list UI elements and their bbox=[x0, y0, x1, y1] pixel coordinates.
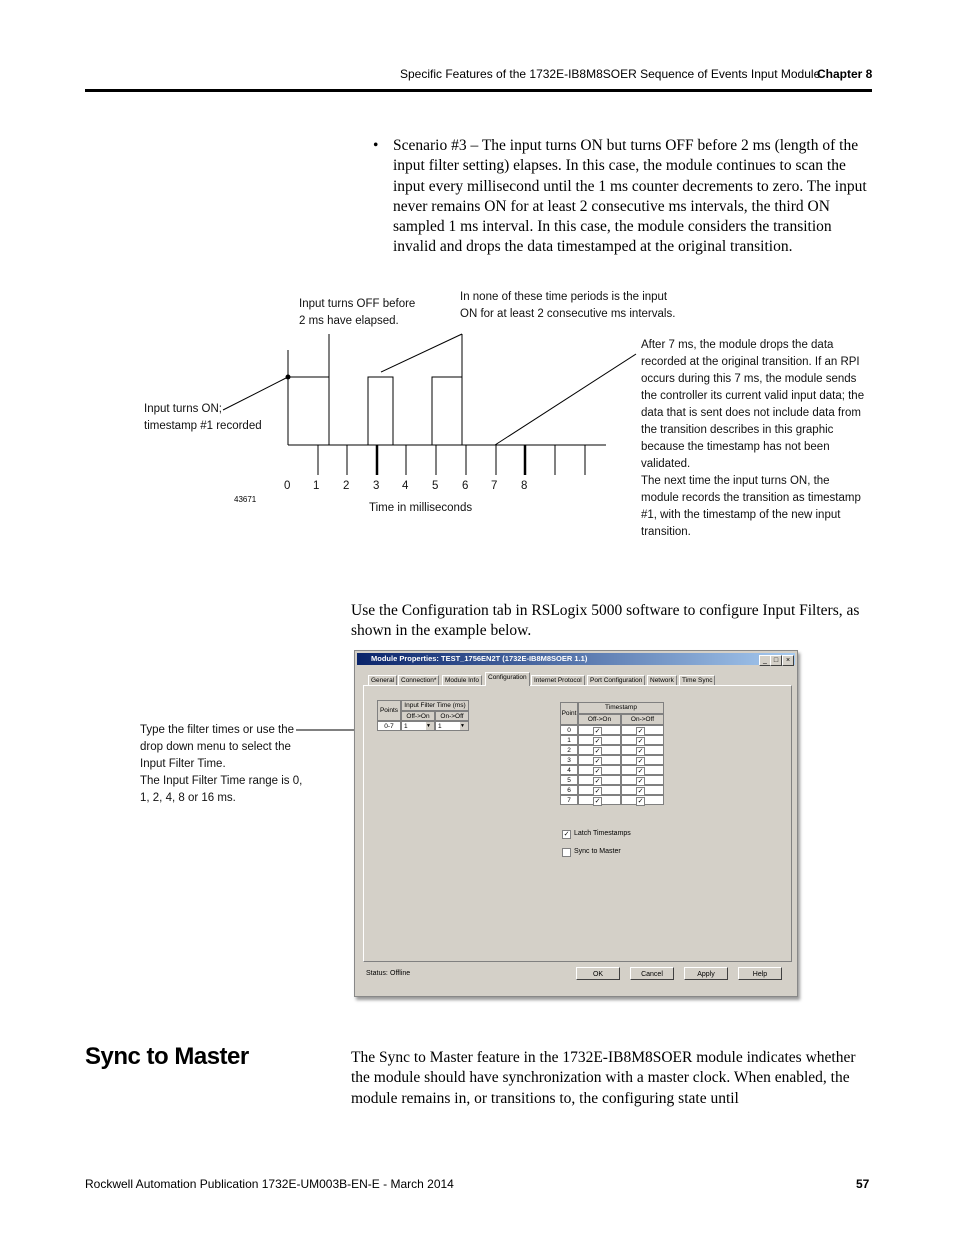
tab-network[interactable]: Network bbox=[647, 675, 677, 686]
timestamp-checkbox[interactable]: ✓ bbox=[594, 798, 601, 805]
ts-point-cell: 6 bbox=[560, 785, 578, 795]
timestamp-checkbox[interactable]: ✓ bbox=[594, 738, 601, 745]
ts-onoff-cell bbox=[621, 775, 664, 785]
ts-offon-cell bbox=[578, 765, 621, 775]
intro-paragraph: Use the Configuration tab in RSLogix 5000 software to configure Input Filters, as shown in the example below. bbox=[351, 602, 860, 640]
ts-onoff-cell bbox=[621, 735, 664, 745]
ts-point-cell: 5 bbox=[560, 775, 578, 785]
callout-input-off: Input turns OFF before 2 ms have elapsed. bbox=[299, 298, 416, 327]
filter-col-offon: Off->On bbox=[401, 711, 435, 721]
timestamp-checkbox[interactable]: ✓ bbox=[594, 778, 601, 785]
chevron-down-icon[interactable]: ▼ bbox=[460, 722, 468, 730]
ts-onoff-cell bbox=[621, 795, 664, 805]
cancel-button[interactable]: Cancel bbox=[630, 967, 674, 980]
chevron-down-icon[interactable]: ▼ bbox=[426, 722, 434, 730]
timestamp-checkbox[interactable]: ✓ bbox=[594, 768, 601, 775]
tick-5: 5 bbox=[432, 480, 439, 492]
section-paragraph: The Sync to Master feature in the 1732E-IB8M8SOER module indicates whether the module should have synchronization with a master clock. When enabled, the module remains in, or transitions to, the configuring state until bbox=[351, 1049, 856, 1107]
tick-7: 7 bbox=[491, 480, 498, 492]
timestamp-checkbox[interactable]: ✓ bbox=[637, 778, 644, 785]
ts-point-cell: 2 bbox=[560, 745, 578, 755]
ts-col-offon bbox=[578, 714, 621, 725]
ts-onoff-cell bbox=[621, 785, 664, 795]
callout-filter: Type the filter times or use the drop down menu to select the Input Filter Time. The Input Filter Time range is 0, 1, 2, 4, 8 or 16 ms. bbox=[140, 724, 303, 804]
points-header: Points bbox=[377, 700, 401, 721]
tick-2: 2 bbox=[343, 480, 350, 492]
bullet-symbol: • bbox=[373, 137, 379, 154]
ts-col-onoff bbox=[621, 714, 664, 725]
tick-0: 0 bbox=[284, 480, 291, 492]
ts-point-cell: 7 bbox=[560, 795, 578, 805]
timestamp-checkbox[interactable]: ✓ bbox=[637, 738, 644, 745]
status-label: Status: bbox=[366, 970, 388, 977]
ts-point-cell: 4 bbox=[560, 765, 578, 775]
filter-onoff-value: 1 bbox=[438, 723, 442, 730]
timestamp-checkbox[interactable]: ✓ bbox=[594, 748, 601, 755]
filter-offon-value: 1 bbox=[404, 723, 408, 730]
ts-point-cell: 3 bbox=[560, 755, 578, 765]
page-number: 57 bbox=[856, 1177, 870, 1191]
apply-button[interactable]: Apply bbox=[684, 967, 728, 980]
ts-offon-cell bbox=[578, 785, 621, 795]
tick-8: 8 bbox=[521, 480, 528, 492]
ts-offon-cell bbox=[578, 775, 621, 785]
timestamp-checkbox[interactable]: ✓ bbox=[637, 788, 644, 795]
ok-button[interactable]: OK bbox=[576, 967, 620, 980]
ts-onoff-cell bbox=[621, 745, 664, 755]
timestamp-checkbox[interactable]: ✓ bbox=[594, 758, 601, 765]
filter-offon-select[interactable] bbox=[401, 721, 435, 731]
ts-col-onoff-label: On->Off bbox=[630, 716, 655, 723]
callout-leader bbox=[0, 0, 420, 740]
ts-onoff-cell bbox=[621, 765, 664, 775]
sync-to-master-label: Sync to Master bbox=[574, 848, 621, 855]
ts-onoff-cell bbox=[621, 725, 664, 735]
latch-timestamps-label: Latch Timestamps bbox=[574, 830, 631, 837]
footer-publication: Rockwell Automation Publication 1732E-UM003B-EN-E - March 2014 bbox=[85, 1177, 454, 1191]
figure-id: 43671 bbox=[234, 495, 257, 504]
filter-row-points: 0-7 bbox=[377, 721, 401, 731]
timestamp-group-header: Timestamp bbox=[578, 702, 664, 714]
point-header: Point bbox=[560, 702, 578, 725]
tab-port-configuration[interactable]: Port Configuration bbox=[587, 675, 645, 686]
ts-offon-cell bbox=[578, 755, 621, 765]
callout-none-periods: In none of these time periods is the input ON for at least 2 consecutive ms intervals. bbox=[460, 291, 676, 320]
ts-offon-cell bbox=[578, 745, 621, 755]
close-icon[interactable]: × bbox=[782, 655, 794, 666]
filter-col-onoff: On->Off bbox=[435, 711, 469, 721]
sync-to-master-checkbox[interactable] bbox=[562, 848, 571, 857]
status-value: Offline bbox=[390, 970, 411, 977]
ts-point-cell: 0 bbox=[560, 725, 578, 735]
ts-offon-cell bbox=[578, 795, 621, 805]
tab-configuration[interactable]: Configuration bbox=[485, 672, 530, 686]
tick-3: 3 bbox=[373, 480, 380, 492]
tab-general[interactable]: General bbox=[368, 675, 397, 686]
tick-4: 4 bbox=[402, 480, 409, 492]
chapter-label: Chapter 8 bbox=[817, 67, 873, 81]
timestamp-checkbox[interactable]: ✓ bbox=[637, 748, 644, 755]
dialog-title: Module Properties: TEST_1756EN2T (1732E-IB8M8SOER 1.1) bbox=[371, 654, 588, 663]
tab-internet-protocol[interactable]: Internet Protocol bbox=[531, 675, 585, 686]
timestamp-checkbox[interactable]: ✓ bbox=[594, 728, 601, 735]
ts-onoff-cell bbox=[621, 755, 664, 765]
dialog-titlebar bbox=[357, 653, 795, 665]
tab-time-sync[interactable]: Time Sync bbox=[679, 675, 715, 686]
ts-offon-cell bbox=[578, 735, 621, 745]
timestamp-checkbox[interactable]: ✓ bbox=[637, 798, 644, 805]
help-button[interactable]: Help bbox=[738, 967, 782, 980]
minimize-icon[interactable]: _ bbox=[759, 655, 771, 666]
filter-onoff-select[interactable] bbox=[435, 721, 469, 731]
axis-label: Time in milliseconds bbox=[369, 502, 473, 514]
latch-timestamps-checkbox[interactable]: ✓ bbox=[563, 831, 570, 838]
filter-group-header: Input Filter Time (ms) bbox=[401, 700, 469, 711]
timestamp-checkbox[interactable]: ✓ bbox=[594, 788, 601, 795]
section-heading: Sync to Master bbox=[85, 1043, 249, 1070]
bullet-paragraph: Scenario #3 – The input turns ON but turns OFF before 2 ms (length of the input filter setting) elapses. In this case, the module continues to scan the input every millisecond until the 1 ms counter decrements to zero. The input never remains ON for at least 2 consecutive ms intervals, the third ON sampled 1 ms interval. In this case, the module considers the transition invalid and drops the data timestamped at the original transition. bbox=[393, 137, 867, 256]
tab-module-info[interactable]: Module Info bbox=[442, 675, 482, 686]
running-title: Specific Features of the 1732E-IB8M8SOER Sequence of Events Input Module bbox=[400, 67, 821, 81]
tab-connection[interactable]: Connection* bbox=[398, 675, 439, 686]
ts-col-offon-label: Off->On bbox=[587, 716, 612, 723]
ts-offon-cell bbox=[578, 725, 621, 735]
timestamp-checkbox[interactable]: ✓ bbox=[637, 728, 644, 735]
module-properties-dialog bbox=[354, 650, 798, 997]
callout-input-on: Input turns ON; timestamp #1 recorded bbox=[144, 403, 262, 432]
ts-point-cell: 1 bbox=[560, 735, 578, 745]
maximize-icon[interactable]: □ bbox=[770, 655, 782, 666]
timestamp-checkbox[interactable]: ✓ bbox=[637, 768, 644, 775]
pulse-3 bbox=[432, 377, 462, 445]
callout-drop: After 7 ms, the module drops the data recorded at the original transition. If an RPI occurs during this 7 ms, the module sends the controller its current valid input data; the data that is sent does not include data from the transition describes in this graphic because the timestamp has not been validated. The next time the input turns ON, the module records the transition as timestamp #1, with the timestamp of the new input transition. bbox=[641, 339, 865, 538]
tick-6: 6 bbox=[462, 480, 469, 492]
timestamp-checkbox[interactable]: ✓ bbox=[637, 758, 644, 765]
tick-1: 1 bbox=[313, 480, 320, 492]
configuration-panel bbox=[363, 685, 792, 962]
